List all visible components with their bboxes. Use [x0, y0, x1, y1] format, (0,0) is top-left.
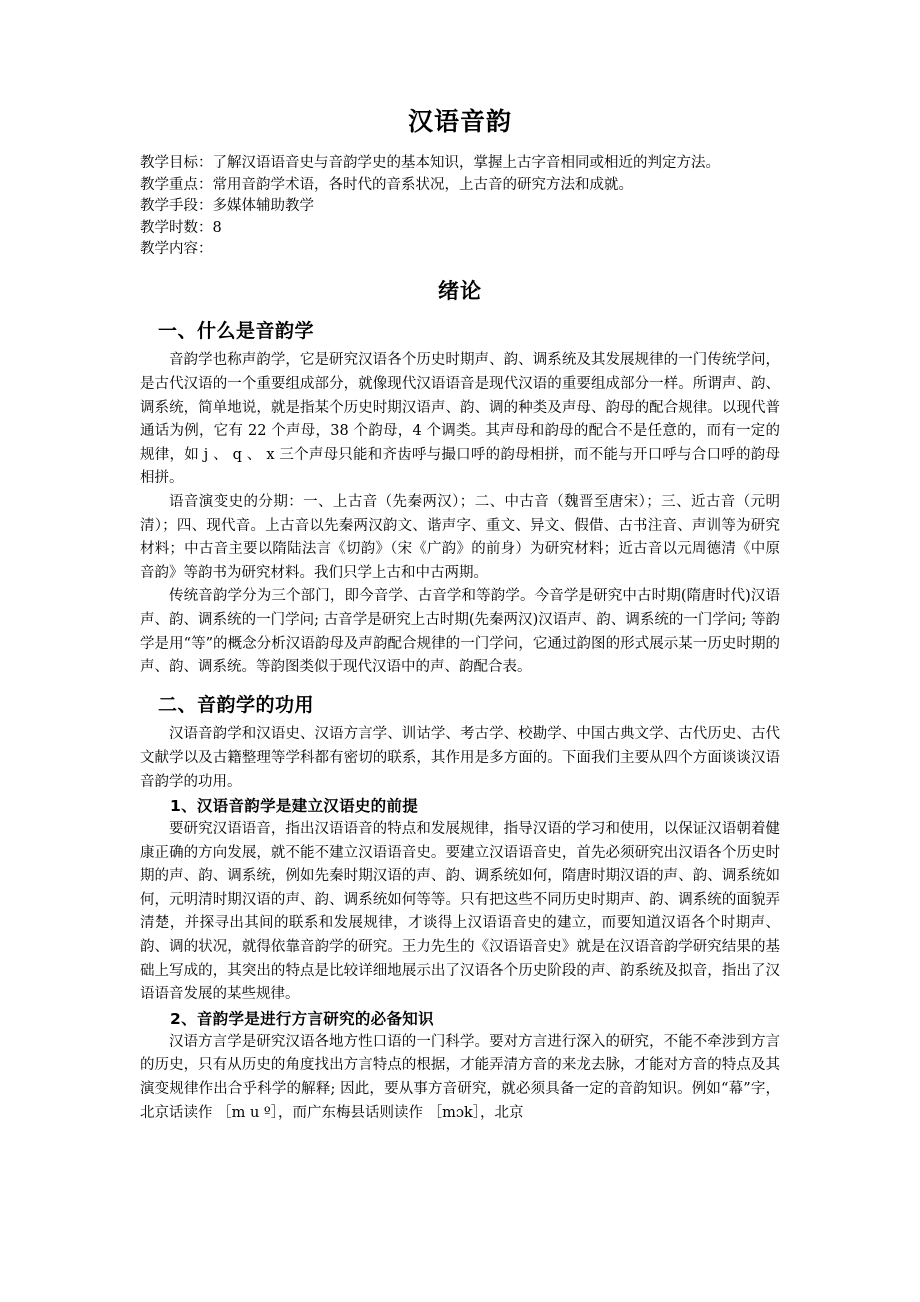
- meta-line-objective: 教学目标：了解汉语语音史与音韵学史的基本知识，掌握上古字音相同或相近的判定方法。: [140, 155, 720, 171]
- paragraph: 汉语音韵学和汉语史、汉语方言学、训诂学、考古学、校勘学、中国古典文学、古代历史、古代文献学以及古籍整理等学科都有密切的联系，其作用是多方面的。下面我们主要从四个方面谈谈汉语音韵学的功用。: [140, 726, 780, 790]
- paragraph: 传统音韵学分为三个部门，即今音学、古音学和等韵学。今音学是研究中古时期(隋唐时代)汉语声、韵、调系统的一门学问; 古音学是研究上古时期(先秦两汉)汉语声、韵、调系统的一门学问; 等韵学是用“等”的概念分析汉语韵母及声韵配合规律的一门学问，它通过韵图的形式展示某一历史时期的声、韵、调系统。等韵图类似于现代汉语中的声、韵配合表。: [140, 588, 780, 676]
- paragraph: 汉语方言学是研究汉语各地方性口语的一门科学。要对方言进行深入的研究，不能不牵涉到方言的历史，只有从历史的角度找出方言特点的根据，才能弄清方音的来龙去脉，才能对方音的特点及其演变规律作出合乎科学的解释; 因此，要从事方音研究，就必须具备一定的音韵知识。例如“幕”字，北京话读作 ［m u º］，而广东梅县话则读作 ［mɔk］，北京: [140, 1033, 780, 1121]
- meta-line-hours: 教学时数：8: [140, 219, 222, 236]
- paragraph: 音韵学也称声韵学，它是研究汉语各个历史时期声、韵、调系统及其发展规律的一门传统学问，是古代汉语的一个重要组成部分，就像现代汉语语音是现代汉语的重要组成部分一样。所谓声、韵、调系统，简单地说，就是指某个历史时期汉语声、韵、调的种类及声母、韵母的配合规律。以现代普通话为例，它有 22 个声母，38 个韵母，4 个调类。其声母和韵母的配合不是任意的，而有一定的规律，如 j 、 q 、 x 三个声母只能和齐齿呼与撮口呼的韵母相拼，而不能与开口呼与合口呼的韵母相拼。: [140, 352, 780, 487]
- paragraph: 语音演变史的分期：一、上古音（先秦两汉）；二、中古音（魏晋至唐宋）；三、近古音（元明清）；四、现代音。上古音以先秦两汉韵文、谐声字、重文、异文、假借、古书注音、声训等为研究材料；中古音主要以隋陆法言《切韵》（宋《广韵》的前身）为研究材料；近古音以元周德清《中原音韵》等韵书为研究材料。我们只学上古和中古两期。: [140, 493, 780, 581]
- section-heading-2: 二、音韵学的功用: [158, 693, 315, 716]
- chapter-title: 绪论: [438, 277, 482, 303]
- meta-line-focus: 教学重点：常用音韵学术语，各时代的音系状况，上古音的研究方法和成就。: [140, 176, 633, 193]
- subsection-heading-2: 2、音韵学是进行方言研究的必备知识: [170, 1009, 434, 1028]
- page-title: 汉语音韵: [407, 107, 512, 136]
- section-heading-1: 一、什么是音韵学: [158, 319, 315, 342]
- paragraph: 要研究汉语语音，指出汉语语音的特点和发展规律，指导汉语的学习和使用，以保证汉语朝着健康正确的方向发展，就不能不建立汉语语音史。要建立汉语语音史，首先必须研究出汉语各个历史时期的声、韵、调系统，例如先秦时期汉语的声、韵、调系统如何，隋唐时期汉语的声、韵、调系统如何，元明清时期汉语的声、韵、调系统如何等等。只有把这些不同历史时期声、韵、调系统的面貌弄清楚，并探寻出其间的联系和发展规律，才谈得上汉语语音史的建立，而要知道汉语各个时期声、韵、调的状况，就得依靠音韵学的研究。王力先生的《汉语语音史》就是在汉语音韵学研究结果的基础上写成的，其突出的特点是比较详细地展示出了汉语各个历史阶段的声、韵系统及拟音，指出了汉语语音发展的某些规律。: [140, 821, 780, 1003]
- meta-line-content: 教学内容：: [140, 241, 213, 257]
- meta-line-method: 教学手段：多媒体辅助教学: [140, 198, 314, 214]
- course-meta-block: [140, 153, 780, 261]
- document-content: [140, 0, 780, 1125]
- subsection-heading-1: 1、汉语音韵学是建立汉语史的前提: [170, 797, 419, 816]
